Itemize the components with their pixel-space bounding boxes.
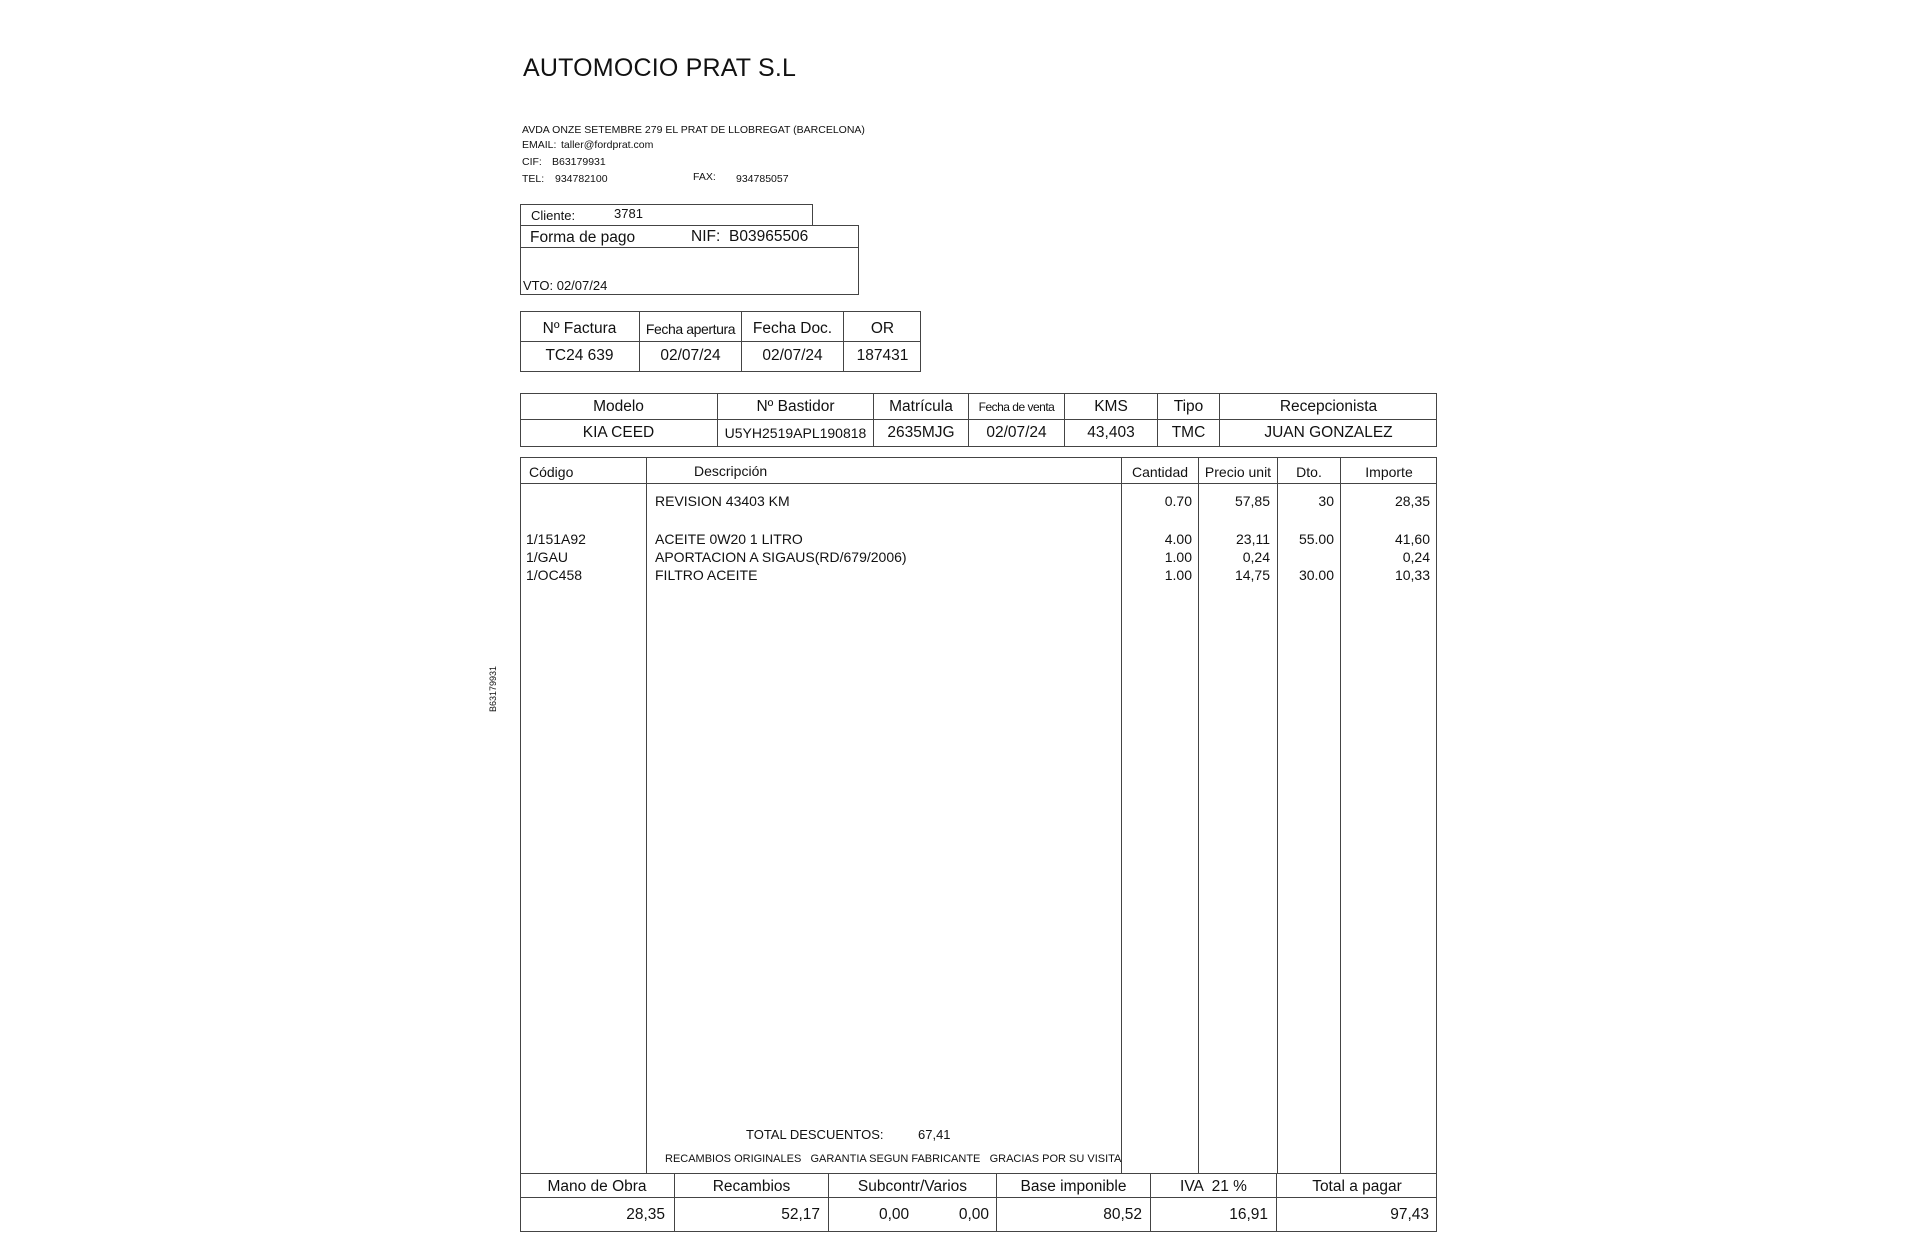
line-quantity: 4.00 — [1164, 531, 1192, 547]
company-cif-label: CIF: — [522, 156, 542, 168]
invoice-or: 187431 — [856, 347, 909, 364]
invoice-open-date: 02/07/24 — [660, 347, 721, 364]
totals-parts-label: Recambios — [712, 1178, 791, 1195]
totals-total-label: Total a pagar — [1312, 1178, 1402, 1195]
lines-header-quantity: Cantidad — [1131, 464, 1189, 480]
footer-note: RECAMBIOS ORIGINALES GARANTIA SEGUN FABRICANTE GRACIAS POR SU VISITA — [665, 1153, 1122, 1165]
vehicle-type: TMC — [1171, 424, 1206, 441]
client-label: Cliente: — [531, 208, 576, 223]
vehicle-header-type: Tipo — [1173, 398, 1204, 415]
lines-header-description: Descripción — [694, 463, 768, 479]
line-description: ACEITE 0W20 1 LITRO — [655, 531, 803, 547]
vehicle-header-sale-date: Fecha de venta — [978, 400, 1055, 414]
line-amount: 0,24 — [1402, 549, 1430, 565]
lines-header-amount: Importe — [1365, 464, 1413, 480]
company-address: AVDA ONZE SETEMBRE 279 EL PRAT DE LLOBREGAT (BARCELONA) — [522, 124, 865, 136]
line-discount: 30 — [1318, 493, 1334, 509]
side-cif-text: B63179931 — [488, 665, 498, 712]
company-name: AUTOMOCIO PRAT S.L — [523, 54, 797, 82]
line-unit-price: 14,75 — [1234, 567, 1270, 583]
vehicle-header-plate: Matrícula — [889, 398, 953, 415]
line-description: REVISION 43403 KM — [655, 493, 790, 509]
totals-labor-label: Mano de Obra — [547, 1178, 647, 1195]
totals-subcontr-value-b: 0,00 — [958, 1206, 989, 1223]
total-discount-label: TOTAL DESCUENTOS: — [746, 1127, 884, 1142]
totals-iva-value: 16,91 — [1229, 1206, 1268, 1223]
line-unit-price: 23,11 — [1236, 531, 1270, 547]
totals-iva-label: IVA 21 % — [1180, 1178, 1247, 1195]
line-amount: 41,60 — [1394, 531, 1430, 547]
due-date: VTO: 02/07/24 — [523, 278, 608, 293]
company-cif: B63179931 — [552, 156, 606, 168]
nif-value: B03965506 — [729, 228, 809, 245]
invoice-header-open-date: Fecha apertura — [645, 321, 736, 337]
line-quantity: 0.70 — [1164, 493, 1192, 509]
vehicle-model: KIA CEED — [582, 424, 655, 441]
vehicle-header-model: Modelo — [593, 398, 644, 415]
totals-subcontr-value-a: 0,00 — [879, 1206, 910, 1223]
line-discount: 55.00 — [1298, 531, 1334, 547]
lines-header-unit-price: Precio unit — [1204, 464, 1272, 480]
company-tel: 934782100 — [555, 173, 608, 185]
lines-header-code: Código — [529, 464, 574, 480]
total-discount-value: 67,41 — [918, 1127, 951, 1142]
line-code: 1/GAU — [526, 549, 569, 565]
invoice-header-doc-date: Fecha Doc. — [752, 320, 833, 337]
invoice-header-number: Nº Factura — [542, 320, 617, 337]
invoice-number: TC24 639 — [545, 347, 614, 364]
company-fax: 934785057 — [736, 173, 789, 185]
totals-parts-value: 52,17 — [781, 1206, 820, 1223]
vehicle-kms: 43,403 — [1087, 424, 1135, 441]
totals-base-label: Base imponible — [1020, 1178, 1127, 1195]
company-email: taller@fordprat.com — [561, 139, 654, 151]
line-quantity: 1.00 — [1164, 567, 1192, 583]
totals-subcontr-label: Subcontr/Varios — [857, 1178, 968, 1195]
vehicle-header-kms: KMS — [1094, 398, 1128, 415]
payment-label: Forma de pago — [530, 229, 636, 246]
line-description: APORTACION A SIGAUS(RD/679/2006) — [655, 549, 907, 565]
company-fax-label: FAX: — [693, 171, 716, 183]
vehicle-header-vin: Nº Bastidor — [756, 398, 835, 415]
line-code: 1/151A92 — [526, 531, 586, 547]
invoice-doc-date: 02/07/24 — [762, 347, 823, 364]
line-discount: 30.00 — [1298, 567, 1334, 583]
invoice-header-or: OR — [870, 320, 895, 337]
vehicle-plate: 2635MJG — [887, 424, 955, 441]
line-code: 1/OC458 — [526, 567, 583, 583]
lines-header-discount: Dto. — [1296, 464, 1322, 480]
line-unit-price: 57,85 — [1234, 493, 1270, 509]
vehicle-receptionist: JUAN GONZALEZ — [1264, 424, 1393, 441]
line-amount: 10,33 — [1394, 567, 1430, 583]
vehicle-vin: U5YH2519APL190818 — [724, 425, 867, 441]
totals-base-value: 80,52 — [1103, 1206, 1142, 1223]
company-email-label: EMAIL: — [522, 139, 557, 151]
company-tel-label: TEL: — [522, 173, 545, 185]
client-number: 3781 — [614, 206, 643, 221]
vehicle-header-receptionist: Recepcionista — [1279, 398, 1378, 415]
vehicle-sale-date: 02/07/24 — [986, 424, 1047, 441]
line-amount: 28,35 — [1394, 493, 1430, 509]
line-unit-price: 0,24 — [1242, 549, 1270, 565]
nif-label: NIF: — [691, 228, 721, 245]
totals-labor-value: 28,35 — [626, 1206, 665, 1223]
totals-total-value: 97,43 — [1390, 1206, 1429, 1223]
line-quantity: 1.00 — [1164, 549, 1192, 565]
line-description: FILTRO ACEITE — [655, 567, 758, 583]
